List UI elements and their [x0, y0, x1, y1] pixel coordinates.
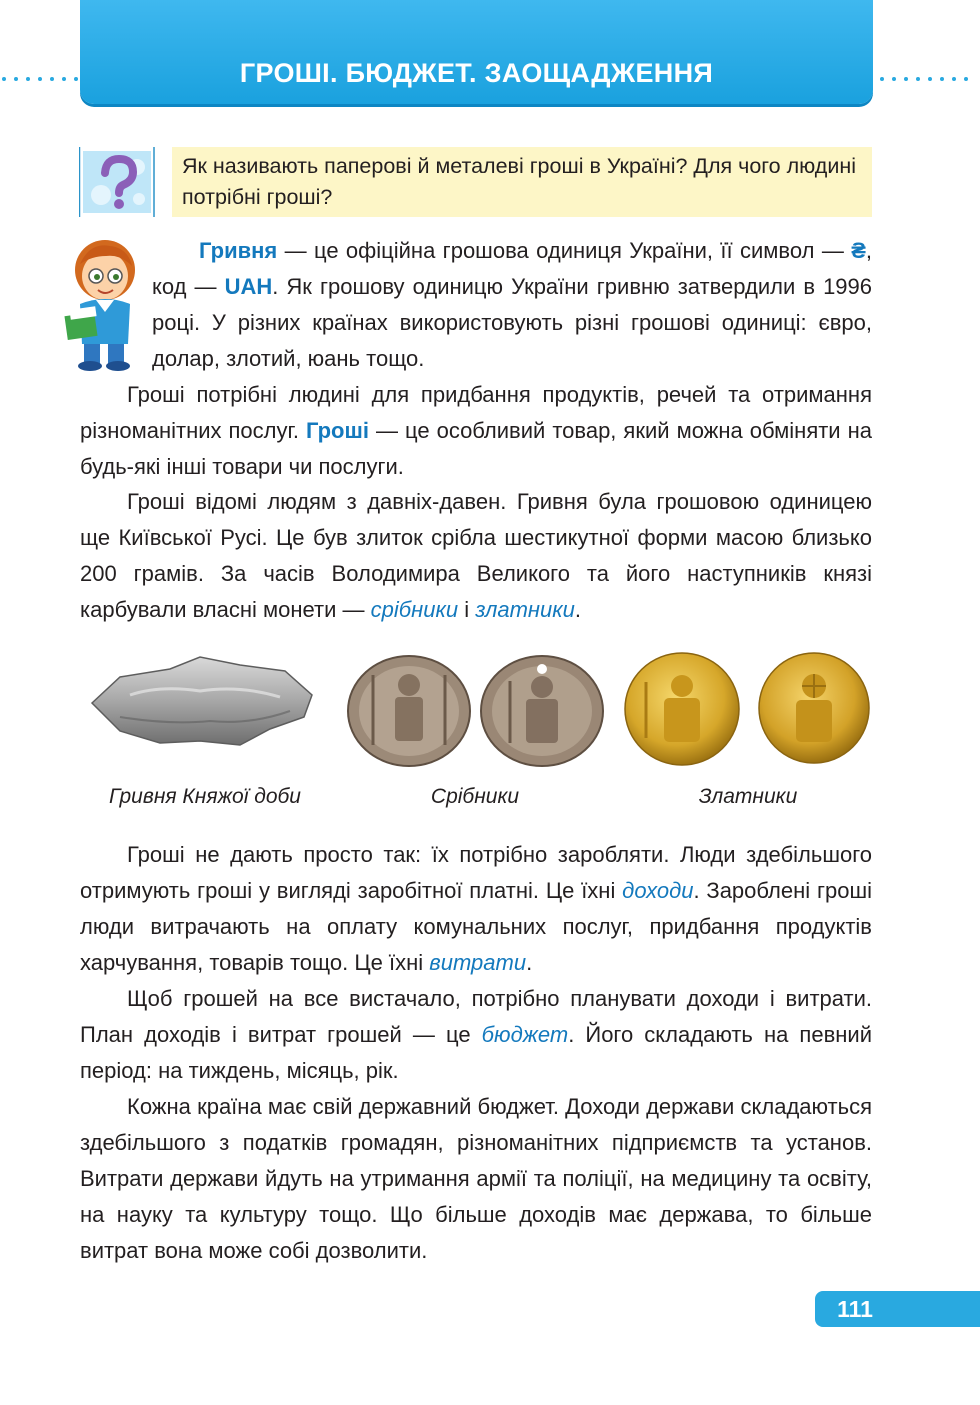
- paragraph-income: [80, 837, 872, 981]
- question-box: [172, 147, 872, 217]
- paragraph-history: [80, 484, 872, 628]
- text-span: Кожна країна має свій державний бюджет. Доходи держави складаються здебільшого з податків громадян, різноманітних підприємств та установ. Витрати держави йдуть на утримання армії та поліції, на медицину та освіту, на науку та культуру тощо. Що більше доходів має держава, то більше витрат вона може собі дозволити.: [80, 1094, 872, 1263]
- keyword-hryvnia: Гривня: [199, 238, 278, 263]
- caption-zlatnyky: Златники: [698, 785, 798, 808]
- text-span: .: [574, 597, 582, 622]
- zlatnyk-coin-reverse-image: [758, 652, 870, 765]
- zlatnyk-coin-obverse-image: [624, 652, 741, 767]
- text-span: — це офіційна грошова одиниця України, її символ —: [277, 238, 852, 263]
- page-number-tab: [815, 1291, 980, 1327]
- boy-with-books-illustration: [60, 232, 150, 372]
- term-budget: бюджет: [481, 1022, 569, 1047]
- term-sribnyky: срібники: [370, 597, 459, 622]
- page-title: ГРОШІ. БЮДЖЕТ. ЗАОЩАДЖЕННЯ: [239, 58, 714, 88]
- caption-hryvnia: Гривня Княжої доби: [109, 785, 301, 808]
- hryvnia-symbol: ₴: [851, 238, 866, 263]
- paragraph-money: [80, 377, 872, 485]
- page-number: 111: [837, 1296, 873, 1322]
- question-text: Як називають паперові й металеві гроші в Україні? Для чого людині потрібні гроші?: [182, 154, 857, 209]
- hryvnia-ingot-image: [90, 655, 315, 750]
- header-dots-left: [2, 68, 86, 76]
- sribnyk-coin-reverse-image: [480, 655, 605, 767]
- text-span: . Як грошову одиницю України гривню затвердили в 1996 році. У різних країнах використовують різні грошові одиниці: євро, долар, злотий, юань тощо.: [152, 274, 873, 371]
- text-span: — це особливий товар, який можна обміняти на будь-які інші товари чи послуги.: [80, 418, 872, 479]
- paragraph-state-budget: [80, 1089, 872, 1269]
- text-span: Гроші не дають просто так: їх потрібно заробляти. Люди здебільшого отримують гроші у вигляді заробітної платні. Це їхні: [80, 842, 872, 903]
- page-header: [80, 0, 873, 104]
- text-span: Гроші відомі людям з давніх-давен. Гривня була грошовою одиницею ще Київської Русі. Це був злиток срібла шестикутної форми масою близько 200 грамів. За часів Володимира Великого та його наступників князі карбували власні монети —: [80, 489, 872, 622]
- currency-code: UAH: [224, 274, 273, 299]
- paragraph-hryvnia: [152, 233, 872, 377]
- text-span: . Його складають на певний період: на тиждень, місяць, рік.: [80, 1022, 872, 1083]
- text-span: . Зароблені гроші люди витрачають на оплату комунальних послуг, придбання продуктів харчування, товарів тощо. Це їхні: [80, 878, 872, 975]
- paragraph-budget: [80, 981, 872, 1089]
- keyword-money: Гроші: [305, 418, 369, 443]
- text-span: і: [458, 597, 476, 622]
- text-span: .: [526, 950, 533, 975]
- question-mark-icon: [79, 147, 155, 217]
- term-zlatnyky: златники: [475, 597, 575, 622]
- term-income: доходи: [622, 878, 694, 903]
- caption-sribnyky: Срібники: [430, 785, 520, 808]
- text-span: Щоб грошей на все вистачало, потрібно планувати доходи і витрати. План доходів і витрат грошей — це: [80, 986, 872, 1047]
- header-dots-right: [880, 68, 976, 76]
- text-span: , код —: [152, 238, 872, 299]
- term-expenses: витрати: [429, 950, 527, 975]
- text-span: Гроші потрібні людині для придбання продуктів, речей та отримання різноманітних послуг.: [80, 382, 872, 443]
- sribnyk-coin-obverse-image: [347, 655, 472, 767]
